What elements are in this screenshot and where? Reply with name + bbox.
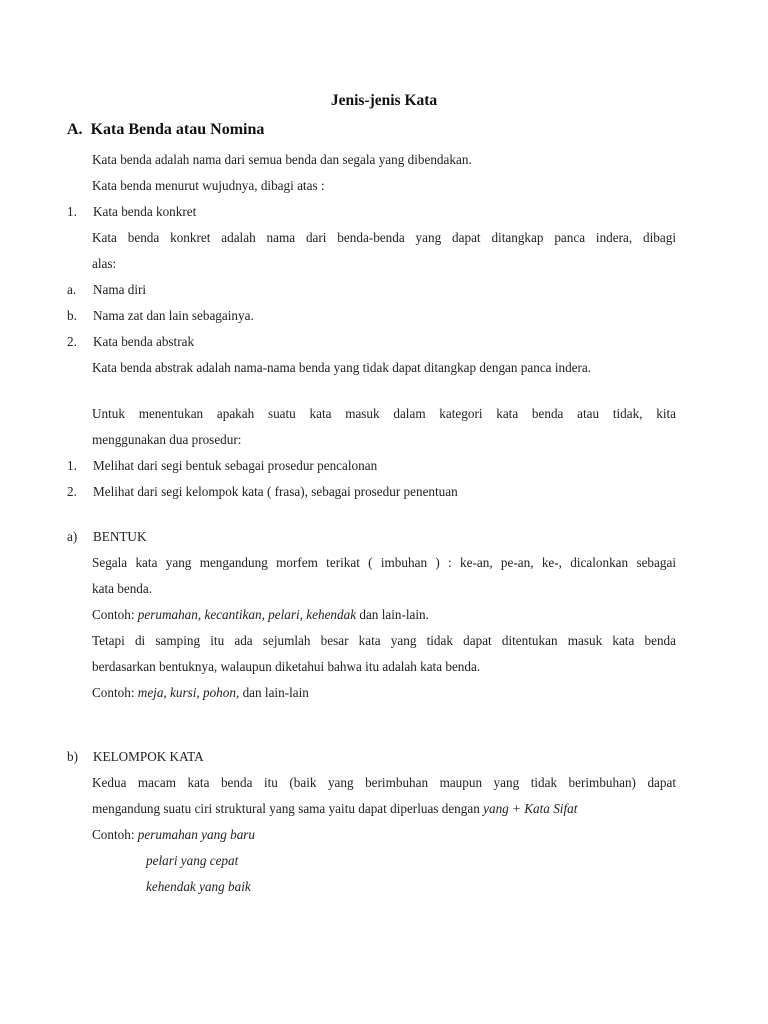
section-a-paragraph-2: Kata benda menurut wujudnya, dibagi atas : <box>92 178 325 193</box>
kelompok-line-1: Kedua macam kata benda itu (baik yang berimbuhan maupun yang tidak berimbuhan) dapat <box>92 775 676 790</box>
example-label: Contoh: <box>92 685 135 700</box>
konkret-description-line-2: alas: <box>92 256 117 271</box>
kelompok-example-1 <box>92 826 255 844</box>
list-item-konkret: Kata benda konkret <box>93 204 197 219</box>
section-marker: a) <box>67 529 78 544</box>
section-a-title: Kata Benda atau Nomina <box>90 121 265 138</box>
list-marker: 2. <box>67 484 77 499</box>
example-label: Contoh: <box>92 827 135 842</box>
kelompok-example-3 <box>146 878 251 896</box>
bentuk-line-3: Tetapi di samping itu ada sejumlah besar kata yang tidak dapat ditentukan masuk kata benda <box>92 633 676 648</box>
example-phrase: pelari yang cepat <box>146 853 239 868</box>
example-tail: dan lain-lain. <box>359 607 429 622</box>
example-phrase: perumahan yang baru <box>137 827 256 842</box>
example-words: perumahan, kecantikan, pelari, kehendak <box>137 607 357 622</box>
page-title: Jenis-jenis Kata <box>330 92 438 109</box>
sublist-marker: b. <box>67 308 77 323</box>
section-a-paragraph-1: Kata benda adalah nama dari semua benda dan segala yang dibendakan. <box>92 152 472 167</box>
procedure-item-2: Melihat dari segi kelompok kata ( frasa), sebagai prosedur penentuan <box>93 484 458 499</box>
example-tail: dan lain-lain <box>242 685 309 700</box>
example-label: Contoh: <box>92 607 135 622</box>
list-marker: 1. <box>67 204 77 219</box>
kelompok-line-2 <box>92 800 577 818</box>
section-a-marker: A. <box>67 121 83 138</box>
example-phrase: kehendak yang baik <box>146 879 251 894</box>
list-item-abstrak: Kata benda abstrak <box>93 334 195 349</box>
sublist-marker: a. <box>67 282 77 297</box>
sublist-item-nama-diri: Nama diri <box>93 282 147 297</box>
kelompok-line-2-italic: yang + Kata Sifat <box>483 801 578 816</box>
bentuk-example-2 <box>92 684 309 702</box>
konkret-description-line-1: Kata benda konkret adalah nama dari benda-benda yang dapat ditangkap panca indera, dibagi <box>92 230 676 245</box>
kelompok-line-2-text: mengandung suatu ciri struktural yang sama yaitu dapat diperluas dengan <box>92 801 480 816</box>
prosedur-paragraph-line-2: menggunakan dua prosedur: <box>92 432 242 447</box>
section-kelompok-heading: KELOMPOK KATA <box>93 749 204 764</box>
abstrak-description: Kata benda abstrak adalah nama-nama benda yang tidak dapat ditangkap dengan panca indera. <box>92 360 592 375</box>
kelompok-example-2 <box>146 852 238 870</box>
bentuk-line-2: kata benda. <box>92 581 153 596</box>
list-marker: 2. <box>67 334 77 349</box>
section-a-heading <box>67 121 264 139</box>
bentuk-example-1 <box>92 606 429 624</box>
sublist-item-nama-zat: Nama zat dan lain sebagainya. <box>93 308 254 323</box>
list-marker: 1. <box>67 458 77 473</box>
bentuk-line-1: Segala kata yang mengandung morfem terikat ( imbuhan ) : ke-an, pe-an, ke-, dicalonkan sebagai <box>92 555 676 570</box>
procedure-item-1: Melihat dari segi bentuk sebagai prosedur pencalonan <box>93 458 378 473</box>
example-words: meja, kursi, pohon, <box>137 685 240 700</box>
prosedur-paragraph-line-1: Untuk menentukan apakah suatu kata masuk dalam kategori kata benda atau tidak, kita <box>92 406 676 421</box>
bentuk-line-4: berdasarkan bentuknya, walaupun diketahui bahwa itu adalah kata benda. <box>92 659 481 674</box>
section-marker: b) <box>67 749 78 764</box>
section-bentuk-heading: BENTUK <box>93 529 147 544</box>
